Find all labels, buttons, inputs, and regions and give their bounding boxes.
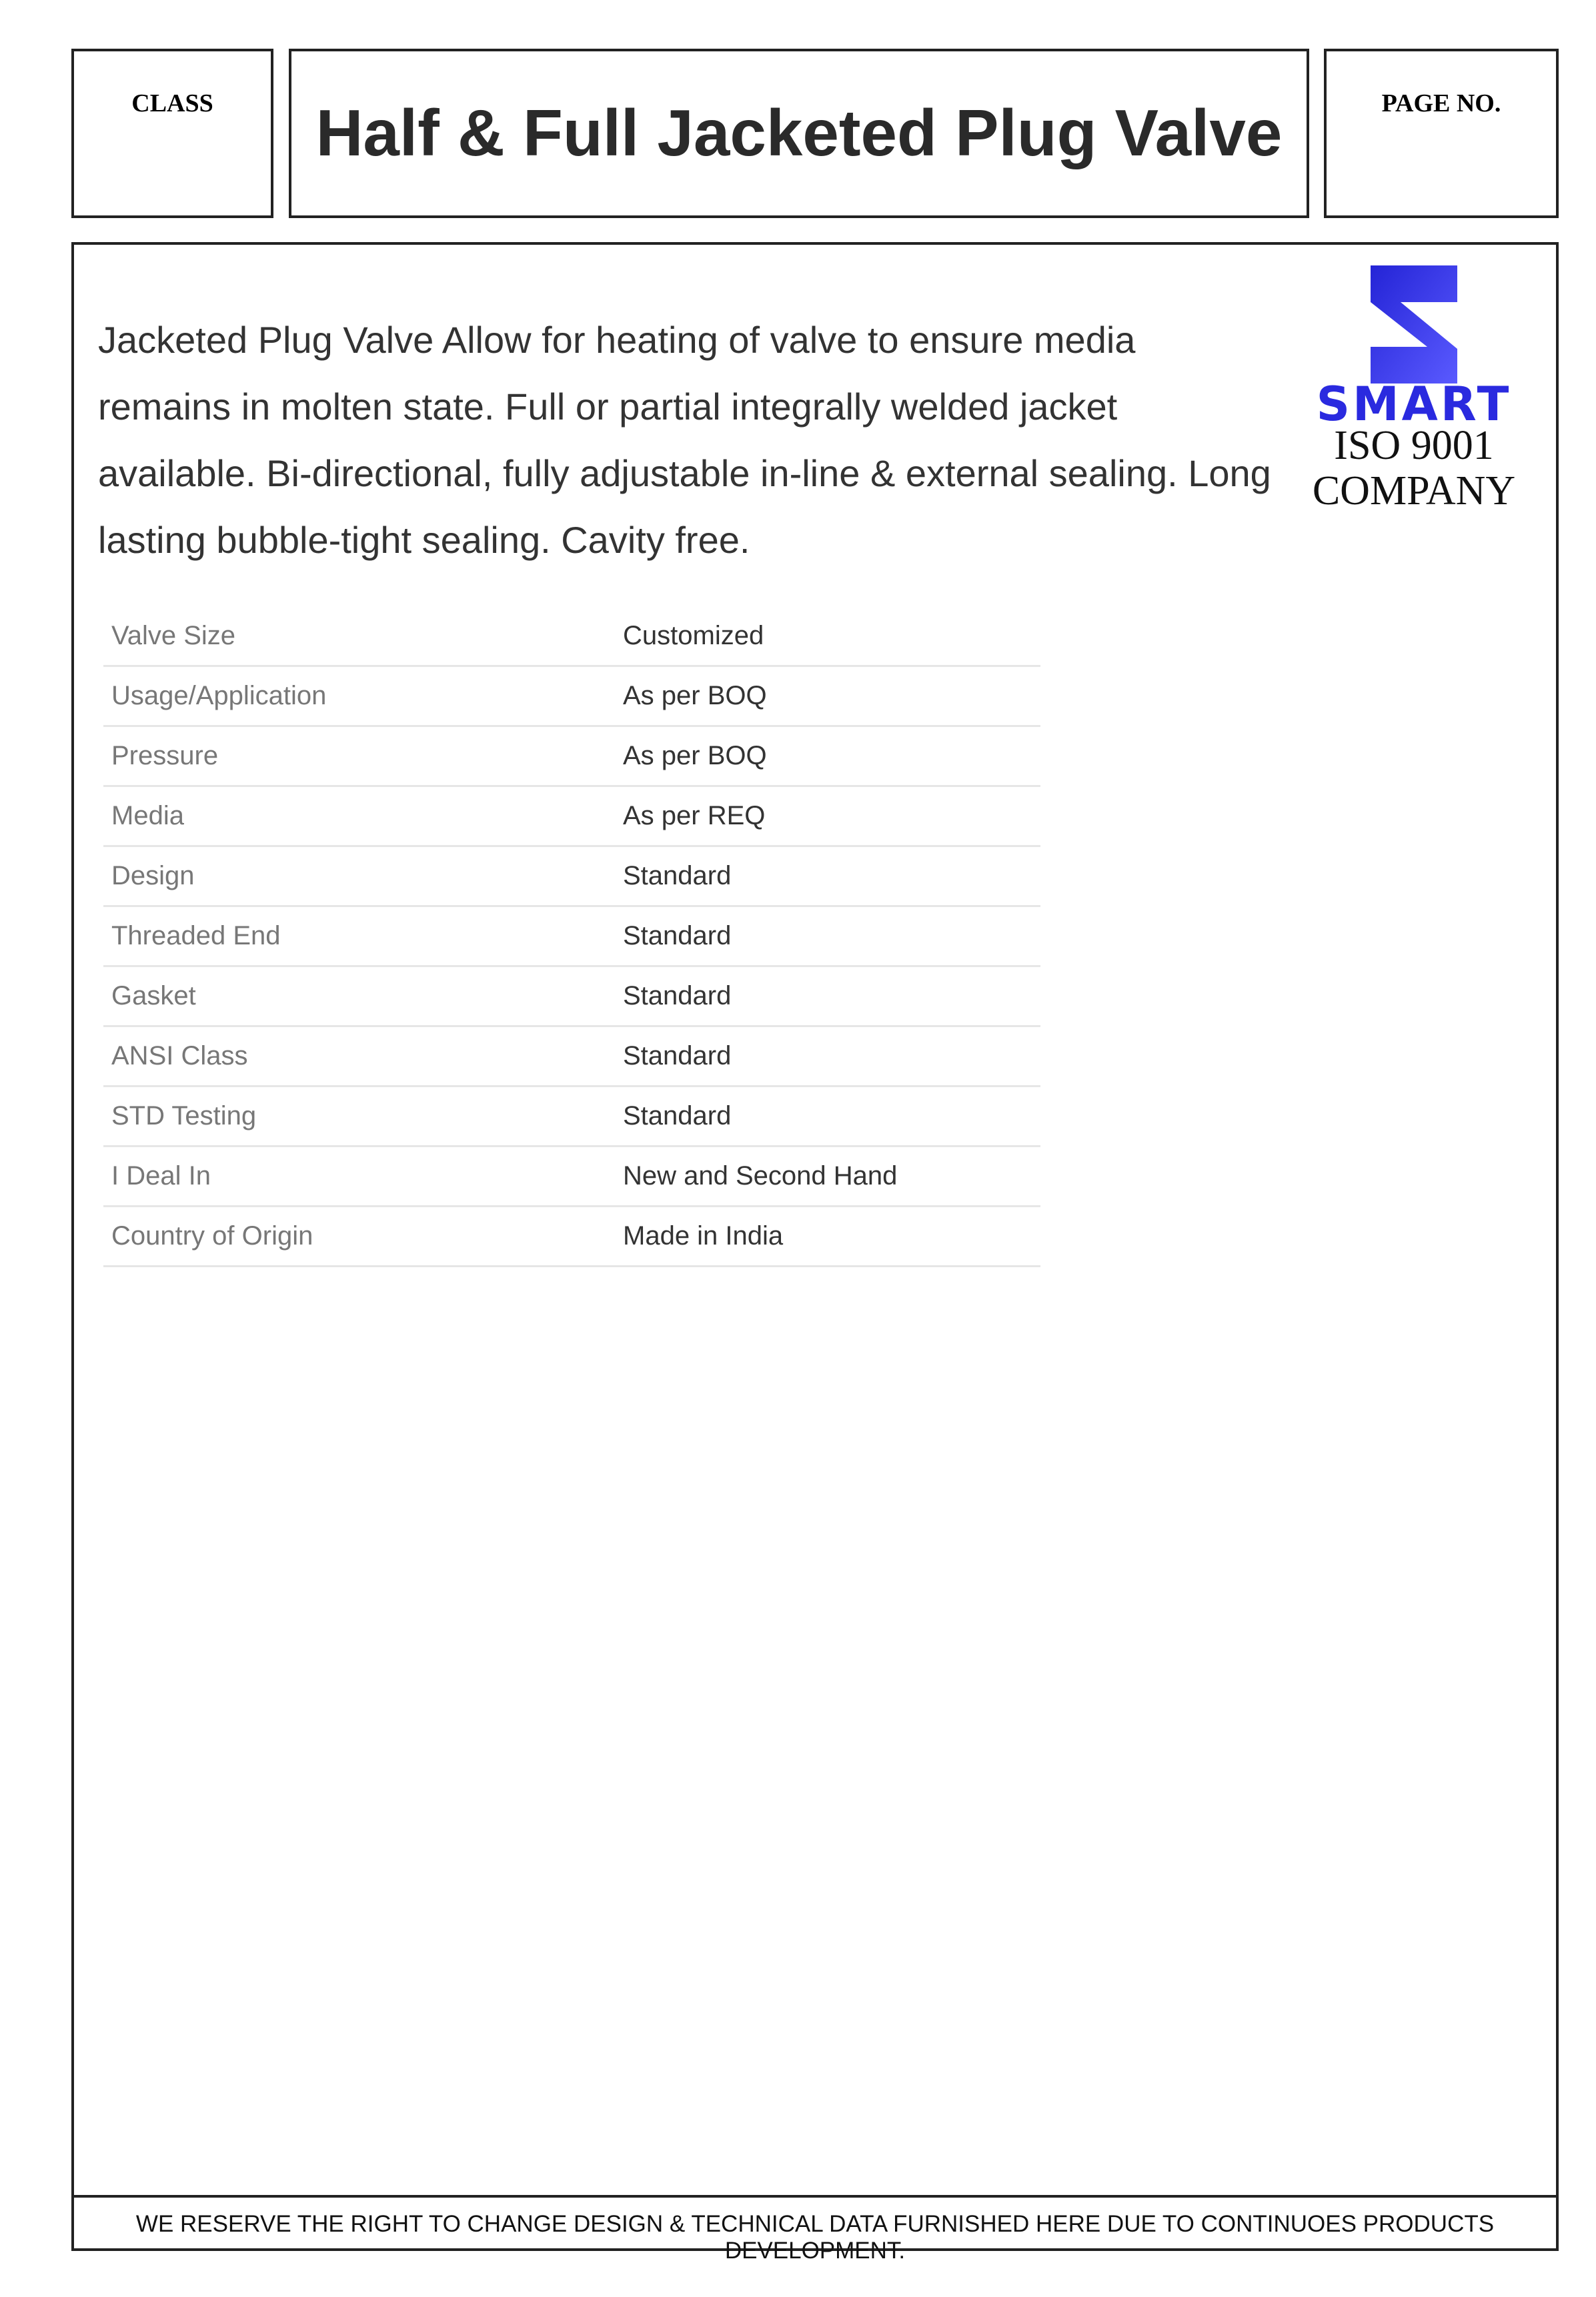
- table-row: [103, 607, 1040, 666]
- spec-key: Pressure: [103, 726, 615, 786]
- spec-key: Design: [103, 846, 615, 906]
- spec-value: As per BOQ: [615, 666, 1040, 726]
- spec-value: Customized: [615, 607, 1040, 666]
- spec-value: Standard: [615, 906, 1040, 966]
- table-row: [103, 1026, 1040, 1086]
- spec-key: I Deal In: [103, 1146, 615, 1207]
- spec-value: Standard: [615, 966, 1040, 1026]
- spec-key: Media: [103, 786, 615, 846]
- spec-value: Standard: [615, 1086, 1040, 1146]
- table-row: [103, 786, 1040, 846]
- table-row: [103, 726, 1040, 786]
- smart-wordmark: [1317, 377, 1512, 424]
- smart-logo-icon: [1294, 263, 1534, 424]
- table-row: [103, 966, 1040, 1026]
- spec-key: Gasket: [103, 966, 615, 1026]
- product-description: Jacketed Plug Valve Allow for heating of valve to ensure media remains in molten state. Full or partial integrally welded jacket available. Bi-directional, fully adjustable in-line & external sealing. Long lasting bubble-tight sealing. Cavity free.: [98, 319, 1271, 561]
- footer-box: [71, 2195, 1559, 2264]
- spec-key: Country of Origin: [103, 1207, 615, 1267]
- footer-disclaimer: WE RESERVE THE RIGHT TO CHANGE DESIGN & TECHNICAL DATA FURNISHED HERE DUE TO CONTINUOES PRODUCTS DEVELOPMENT.: [135, 2211, 1495, 2264]
- title-box: [289, 49, 1309, 218]
- page-number-box: [1324, 49, 1559, 218]
- spec-value: Made in India: [615, 1207, 1040, 1267]
- spec-value: Standard: [615, 846, 1040, 906]
- table-row: [103, 846, 1040, 906]
- page-number-label: PAGE NO.: [1381, 89, 1501, 117]
- spec-key: ANSI Class: [103, 1026, 615, 1086]
- class-label: CLASS: [131, 89, 213, 117]
- page-title: Half & Full Jacketed Plug Valve: [315, 96, 1283, 169]
- logo-iso-line: ISO 9001: [1334, 423, 1494, 468]
- table-row: [103, 906, 1040, 966]
- table-row: [103, 666, 1040, 726]
- spec-key: Valve Size: [103, 607, 615, 666]
- svg-text:SMART: SMART: [1316, 377, 1512, 424]
- spec-key: Usage/Application: [103, 666, 615, 726]
- class-box: [71, 49, 273, 218]
- spec-key: Threaded End: [103, 906, 615, 966]
- spec-value: As per BOQ: [615, 726, 1040, 786]
- table-row: [103, 1207, 1040, 1267]
- logo-company-line: COMPANY: [1312, 468, 1516, 514]
- company-logo: [1294, 263, 1534, 517]
- spec-value: As per REQ: [615, 786, 1040, 846]
- spec-key: STD Testing: [103, 1086, 615, 1146]
- spec-value: Standard: [615, 1026, 1040, 1086]
- spec-value: New and Second Hand: [615, 1146, 1040, 1207]
- table-row: [103, 1146, 1040, 1207]
- table-row: [103, 1086, 1040, 1146]
- spec-table: [103, 607, 1040, 1267]
